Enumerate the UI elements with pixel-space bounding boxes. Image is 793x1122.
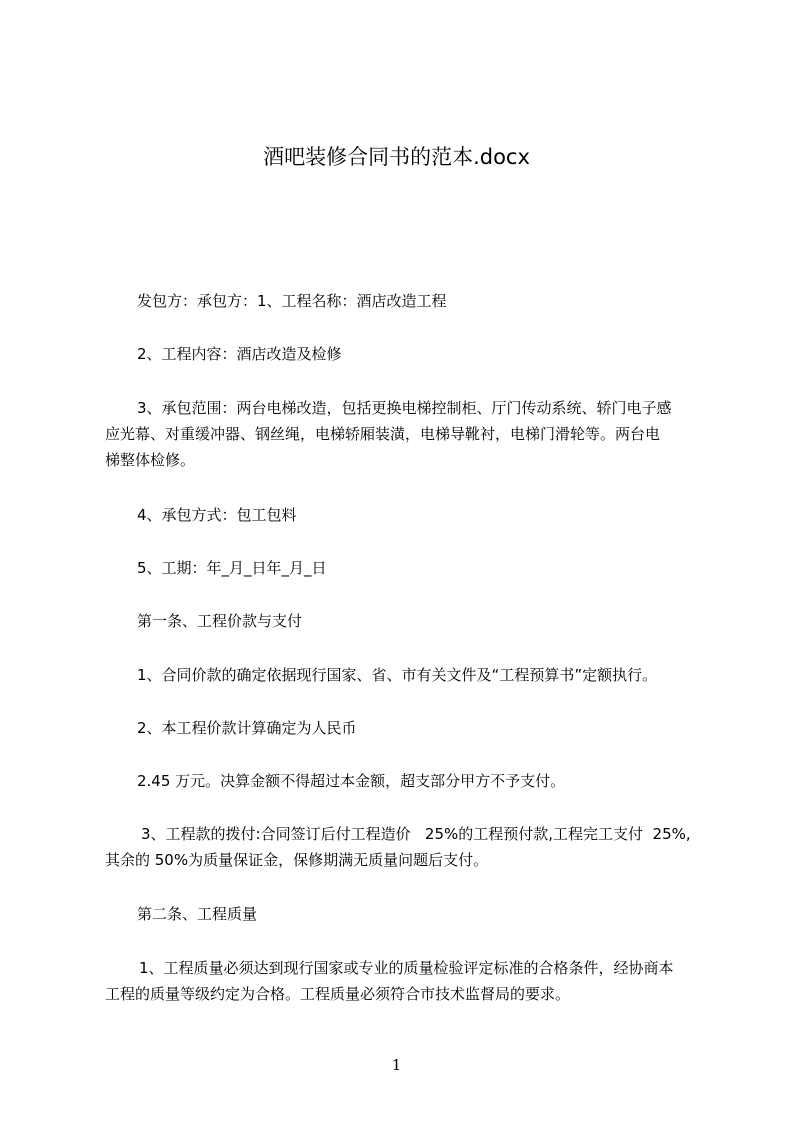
paragraph-line: 1、工程质量必须达到现行国家或专业的质量检验评定标准的合格条件，经协商本	[139, 959, 674, 977]
paragraph-settlement	[105, 768, 720, 794]
paragraph-line: 2、工程内容：酒店改造及检修	[137, 345, 342, 363]
paragraph-line: 2.45 万元。决算金额不得超过本金额，超支部分甲方不予支付。	[137, 772, 566, 790]
section-heading-quality	[105, 901, 720, 927]
paragraph-contract-method	[105, 502, 720, 528]
paragraph-payment	[105, 821, 720, 873]
paragraph-parties	[105, 288, 720, 314]
paragraph-line: 1、合同价款的确定依据现行国家、省、市有关文件及“工程预算书”定额执行。	[137, 666, 658, 684]
paragraph-line: 3、承包范围：两台电梯改造，包括更换电梯控制柜、厅门传动系统、轿门电子感	[137, 399, 672, 417]
paragraph-quality	[105, 955, 720, 1007]
paragraph-line: 2、本工程价款计算确定为人民币	[137, 719, 357, 737]
paragraph-line: 3、工程款的拨付:合同签订后付工程造价 25%的工程预付款,工程完工支付 25%,	[141, 825, 691, 843]
page-number: 1	[391, 1056, 402, 1074]
paragraph-price-basis	[105, 662, 720, 688]
paragraph-line: 梯整体检修。	[105, 451, 196, 469]
paragraph-line: 其余的 50%为质量保证金，保修期满无质量问题后支付。	[105, 851, 489, 869]
document-title: 酒吧装修合同书的范本.docx	[263, 145, 530, 169]
paragraph-line: 第一条、工程价款与支付	[137, 612, 303, 630]
paragraph-duration	[105, 555, 720, 581]
paragraph-line: 第二条、工程质量	[137, 905, 258, 923]
section-heading-price	[105, 608, 720, 634]
paragraph-line: 发包方：承包方：1、工程名称：酒店改造工程	[137, 292, 447, 310]
paragraph-line: 应光幕、对重缓冲器、钢丝绳，电梯轿厢装潢，电梯导靴衬，电梯门滑轮等。两台电	[105, 425, 661, 443]
paragraph-scope	[105, 395, 720, 473]
paragraph-line: 工程的质量等级约定为合格。工程质量必须符合市技术监督局的要求。	[105, 985, 571, 1003]
paragraph-price-amount	[105, 715, 720, 741]
paragraph-line: 4、承包方式：包工包料	[137, 506, 297, 524]
paragraph-work-content	[105, 341, 720, 367]
paragraph-line: 5、工期：年_月_日年_月_日	[137, 559, 327, 577]
